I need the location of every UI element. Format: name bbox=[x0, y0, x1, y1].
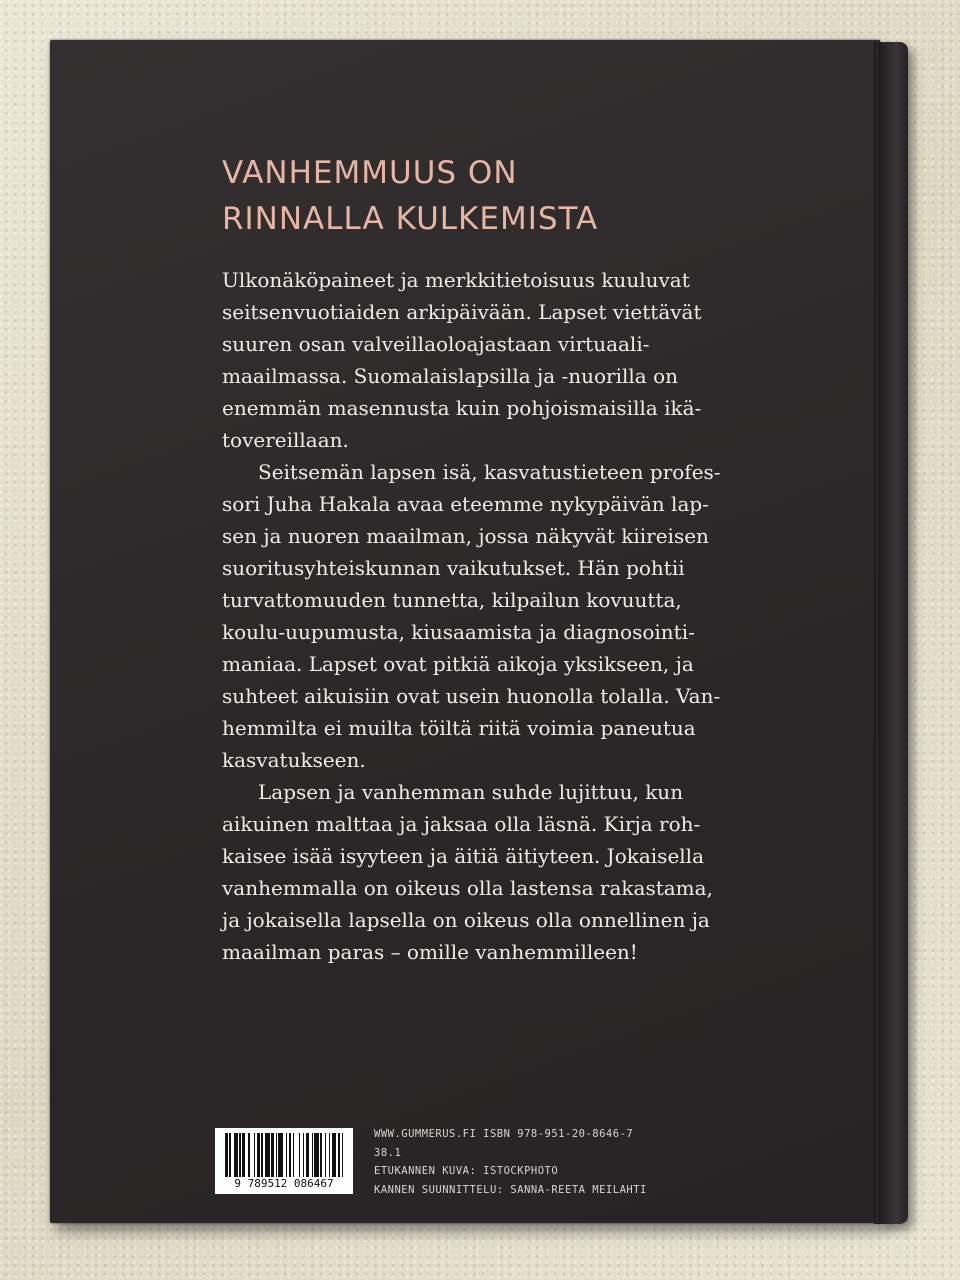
publisher-credits bbox=[374, 1125, 647, 1199]
barcode-bars bbox=[225, 1133, 347, 1177]
text-line: Seitsemän lapsen isä, kasvatustieteen profes- bbox=[258, 460, 721, 484]
text-line: sori Juha Hakala avaa eteemme nykypäivän lap- bbox=[222, 492, 709, 516]
headline-line: RINNALLA KULKEMISTA bbox=[222, 201, 599, 237]
text-line: aikuinen malttaa ja jaksaa olla läsnä. Kirja roh- bbox=[222, 812, 701, 836]
book-spine bbox=[878, 42, 908, 1224]
text-line: suhteet aikuisiin ovat usein huonolla tolalla. Van- bbox=[222, 684, 721, 708]
text-line: maailmassa. Suomalaislapsilla ja -nuorilla on bbox=[222, 364, 679, 388]
text-line: Ulkonäköpaineet ja merkkitietoisuus kuuluvat bbox=[222, 268, 690, 292]
blurb-paragraph bbox=[222, 264, 762, 456]
text-line: maniaa. Lapset ovat pitkiä aikoja yksikseen, ja bbox=[222, 652, 694, 676]
headline-line: VANHEMMUUS ON bbox=[222, 155, 518, 191]
blurb-paragraph bbox=[222, 776, 762, 968]
credit-line-photo: ETUKANNEN KUVA: ISTOCKPHOTO bbox=[374, 1165, 559, 1177]
text-line: tovereillaan. bbox=[222, 428, 349, 452]
text-line: hemmilta ei muilta töiltä riitä voimia paneutua bbox=[222, 716, 696, 740]
text-line: seitsenvuotiaiden arkipäivään. Lapset viettävät bbox=[222, 300, 702, 324]
text-line: koulu-uupumusta, kiusaamista ja diagnosointi- bbox=[222, 620, 695, 644]
blurb-text bbox=[222, 264, 762, 968]
credit-line-design: KANNEN SUUNNITTELU: SANNA-REETA MEILAHTI bbox=[374, 1183, 647, 1196]
text-line: ja jokaisella lapsella on oikeus olla onnellinen ja bbox=[222, 908, 710, 932]
barcode bbox=[215, 1128, 353, 1194]
text-line: turvattomuuden tunnetta, kilpailun kovuutta, bbox=[222, 588, 682, 612]
barcode-bar bbox=[343, 1133, 346, 1177]
credit-line-class: 38.1 bbox=[374, 1146, 402, 1159]
text-line: enemmän masennusta kuin pohjoismaisilla ikä- bbox=[222, 396, 702, 420]
text-line: vanhemmalla on oikeus olla lastensa rakastama, bbox=[222, 876, 713, 900]
text-line: Lapsen ja vanhemman suhde lujittuu, kun bbox=[258, 780, 684, 804]
text-line: kasvatukseen. bbox=[222, 748, 366, 772]
credit-line-isbn: WWW.GUMMERUS.FI ISBN 978-951-20-8646-7 bbox=[374, 1128, 634, 1140]
text-line: suuren osan valveillaoloajastaan virtuaali- bbox=[222, 332, 650, 356]
text-line: suoritusyhteiskunnan vaikutukset. Hän pohtii bbox=[222, 556, 685, 580]
barcode-number: 9 789512 086467 bbox=[234, 1177, 334, 1190]
headline bbox=[222, 150, 598, 242]
text-line: maailman paras – omille vanhemmilleen! bbox=[222, 940, 638, 964]
blurb-paragraph bbox=[222, 456, 762, 776]
text-line: sen ja nuoren maailman, jossa näkyvät kiireisen bbox=[222, 524, 709, 548]
text-line: kaisee isää isyyteen ja äitiä äitiyteen. Jokaisella bbox=[222, 844, 704, 868]
